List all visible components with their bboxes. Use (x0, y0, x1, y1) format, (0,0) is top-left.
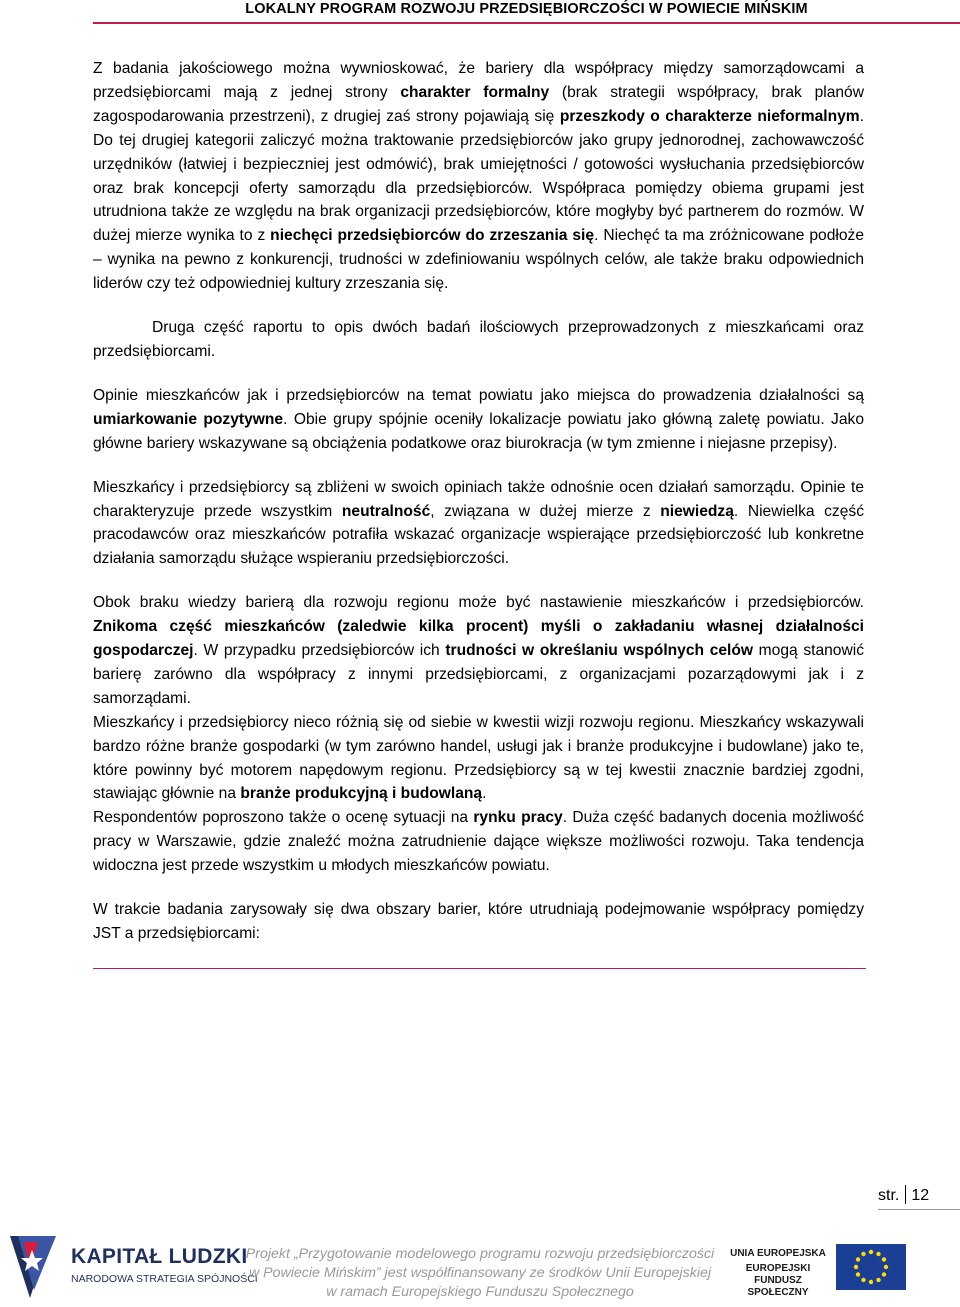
text-run: . Do tej drugiej kategorii zaliczyć można traktowanie przedsiębiorców jako grupy jednorodnej, zachowawczość urzędników (łatwiej i bezpieczniej jest odmówić), brak umiejętności / gotowości wysłuchania przedsiębiorców oraz brak koncepcji oferty samorządu dla przedsiębiorców. Współpraca pomiędzy obiema grupami jest utrudniona także ze względu na brak organizacji przedsiębiorców, które mogłyby być partnerem do rozmów. W dużej mierze wynika to z (93, 107, 864, 245)
paragraph-formal-barriers (93, 57, 864, 296)
text-run: . Niewielka część pracodawców oraz mieszkańców potrafiła wskazać organizacje wspierające przedsiębiorczość lub konkretne działania samorządu służące wspieraniu przedsiębiorczości. (93, 502, 864, 568)
text-run: . Duża część badanych docenia możliwość pracy w Warszawie, gdzie znaleźć można zatrudnienie dające większe możliwości rozwoju. Taka tendencja widoczna jest przede wszystkim u młodych mieszkańców powiatu. (93, 809, 864, 875)
text-run: . Niechęć ta ma zróżnicowane podłoże – wynika na pewno z konkurencji, trudności w zdefiniowaniu wspólnych celów, ale także braku odpowiednich liderów czy też odpowiedniej kultury zrzeszania się. (93, 227, 864, 293)
kapital-subtitle: NARODOWA STRATEGIA SPÓJNOŚCI (71, 1273, 258, 1285)
paragraph-labor-market (93, 806, 864, 878)
paragraph-vision (93, 711, 864, 807)
text-run: Mieszkańcy i przedsiębiorcy nieco różnią się od siebie w kwestii wizji rozwoju regionu. Mieszkańcy wskazywali bardzo różne branże gospodarki (w tym zarówno handel, usługi jak i branże produkcyjne i budowlane) jako te, które powinny być motorem napędowym regionu. Przedsiębiorcy są w tej kwestii znacznie bardziej zgodni, stawiając głównie na (93, 713, 864, 803)
bold-text: neutralność (341, 502, 431, 520)
project-line: Projekt „Przygotowanie modelowego programu rozwoju przedsiębiorczości (245, 1246, 715, 1262)
text-run: Mieszkańcy i przedsiębiorcy są zbliżeni w swoich opiniach także odnośnie ocen działań samorządu. Opinie te charakteryzuje przede wszystkim (93, 478, 864, 520)
eu-line: EUROPEJSKI (745, 1263, 811, 1274)
page-number (878, 1185, 929, 1206)
paragraph-second-part: Druga część raportu to opis dwóch badań ilościowych przeprowadzonych z mieszkańcami oraz przedsiębiorcami. (93, 319, 864, 360)
page-separator (905, 1185, 906, 1204)
bold-text: Znikoma część mieszkańców (zaledwie kilka procent) myśli o zakładaniu własnej działalności gospodarczej (93, 618, 864, 660)
bold-text: niechęci przedsiębiorców do zrzeszania się (270, 227, 595, 245)
eu-fund-label (728, 1248, 828, 1299)
report-body (93, 57, 864, 946)
text-run: Z badania jakościowego można wywnioskować, że bariery dla współpracy między samorządowcami a przedsiębiorcami mają z jednej strony (93, 60, 864, 101)
paragraph-neutrality (93, 476, 864, 572)
bold-text: przeszkody o charakterze nieformalnym (559, 107, 860, 125)
section-divider (93, 968, 866, 969)
kapital-ludzki-logo (8, 1228, 258, 1300)
bold-text: charakter formalny (400, 83, 550, 101)
eu-flag-icon (836, 1244, 906, 1290)
text-run: (brak strategii współpracy, brak planów zagospodarowania przestrzeni), z drugiej zaś strony pojawiają się (93, 83, 864, 125)
bold-text: niewiedzą (660, 502, 734, 520)
paragraph-opinions (93, 384, 864, 456)
eu-line: FUNDUSZ SPOŁECZNY (747, 1275, 809, 1298)
bold-text: rynku pracy (473, 809, 563, 827)
kapital-ludzki-emblem-icon (8, 1228, 64, 1300)
bold-text: branże produkcyjną i budowlaną (240, 785, 483, 803)
project-funding-note (236, 1245, 724, 1302)
eu-line: UNIA EUROPEJSKA (730, 1248, 826, 1259)
project-line: w ramach Europejskiego Funduszu Społecznego (326, 1284, 634, 1300)
text-run: . Obie grupy spójnie oceniły lokalizacje powiatu jako główną zaletę powiatu. Jako główne bariery wskazywane są obciążenia podatkowe oraz biurokracja (w tym zmienne i niejasne przepisy). (93, 410, 864, 452)
page-label: str. (878, 1187, 900, 1204)
project-line: w Powiecie Mińskim” jest współfinansowany ze środków Unii Europejskiej (248, 1265, 712, 1281)
bold-text: umiarkowanie pozytywne (93, 410, 284, 428)
bold-text: trudności w określaniu wspólnych celów (445, 642, 754, 660)
text-run: Opinie mieszkańców jak i przedsiębiorców na temat powiatu jako miejsca do prowadzenia działalności są (93, 386, 864, 404)
text-run: mogą stanowić barierę zarówno dla współpracy z innymi przedsiębiorcami, z organizacjami pozarządowymi jak i z samorządami. (93, 642, 864, 707)
text-run: . W przypadku przedsiębiorców ich (193, 642, 446, 660)
paragraph-attitudes (93, 591, 864, 711)
paragraph-barrier-areas: W trakcie badania zarysowały się dwa obszary barier, które utrudniają podejmowanie współpracy pomiędzy JST a przedsiębiorcami: (93, 901, 864, 942)
text-run: . (482, 785, 487, 803)
kapital-title: KAPITAŁ LUDZKI (71, 1245, 248, 1268)
header-title: LOKALNY PROGRAM ROZWOJU PRZEDSIĘBIORCZOŚCI W POWIECIE MIŃSKIM (245, 1, 808, 17)
text-run: Respondentów poproszono także o ocenę sytuacji na (93, 809, 474, 827)
text-run: Obok braku wiedzy barierą dla rozwoju regionu może być nastawienie mieszkańców i przedsiębiorców. (93, 594, 864, 612)
page-value: 12 (911, 1187, 930, 1204)
text-run: , związana w dużej mierze z (430, 502, 661, 520)
running-header (93, 0, 960, 24)
page-rule (878, 1209, 960, 1210)
